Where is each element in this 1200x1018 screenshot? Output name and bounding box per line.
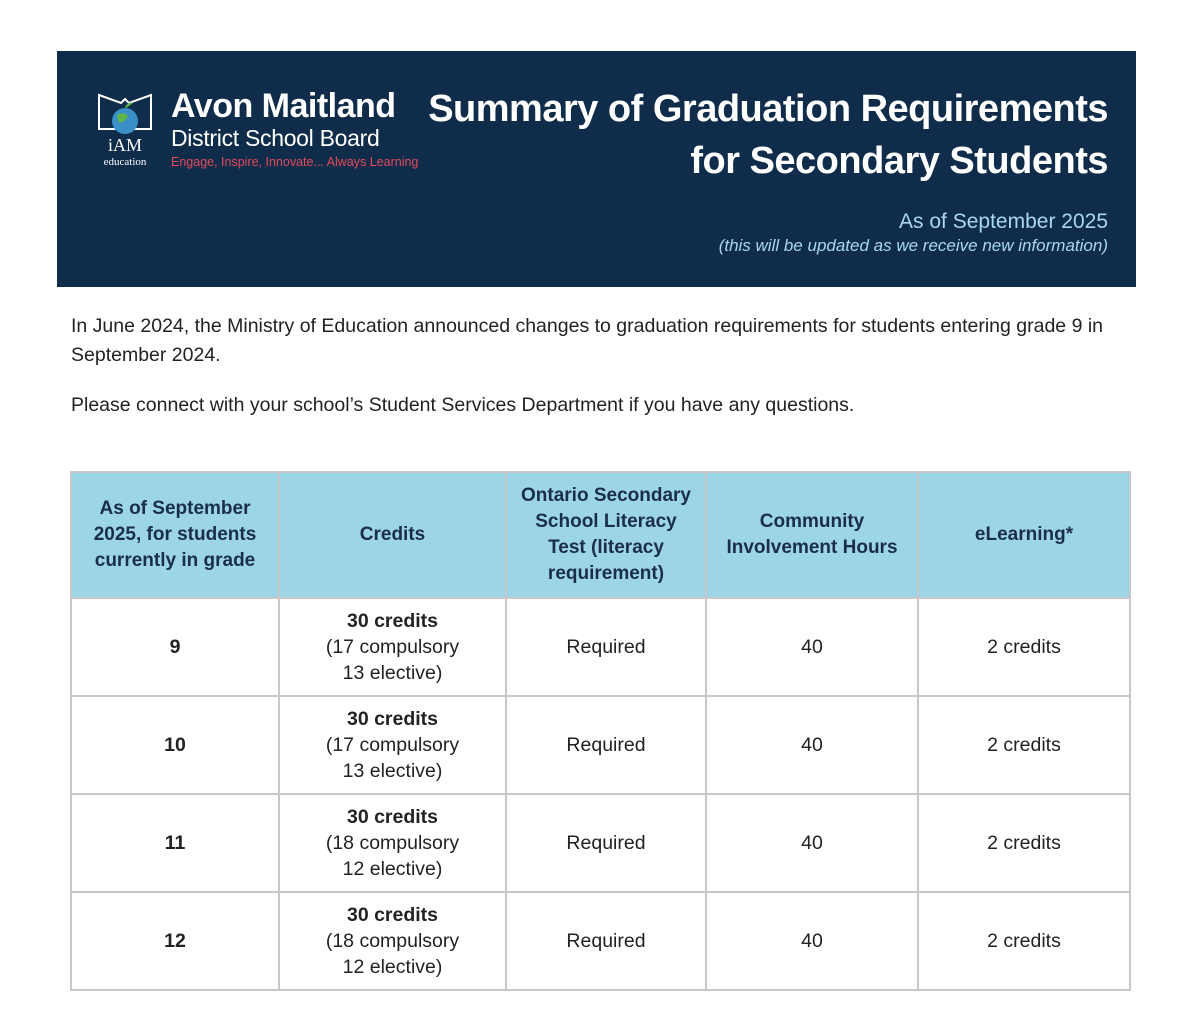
credits-elective: 12 elective) xyxy=(342,858,443,880)
hours-cell: 40 xyxy=(706,794,918,892)
header-grade: As of September 2025, for students currently in grade xyxy=(71,472,279,598)
elearning-cell: 2 credits xyxy=(918,598,1130,696)
credits-compulsory: (17 compulsory xyxy=(325,636,460,658)
update-note: (this will be updated as we receive new information) xyxy=(718,236,1108,255)
table-header-row xyxy=(71,472,1130,598)
credits-compulsory: (18 compulsory xyxy=(325,930,460,952)
credits-cell xyxy=(279,892,506,990)
elearning-cell: 2 credits xyxy=(918,794,1130,892)
table-row xyxy=(71,598,1130,696)
hours-cell: 40 xyxy=(706,696,918,794)
credits-cell xyxy=(279,794,506,892)
board-name-line1: Avon Maitland xyxy=(171,87,396,125)
elearning-cell: 2 credits xyxy=(918,892,1130,990)
credits-elective: 13 elective) xyxy=(342,760,443,782)
credits-cell xyxy=(279,598,506,696)
board-name-line2: District School Board xyxy=(171,125,380,151)
credits-cell xyxy=(279,696,506,794)
elearning-cell: 2 credits xyxy=(918,696,1130,794)
table-row xyxy=(71,892,1130,990)
literacy-cell: Required xyxy=(506,598,706,696)
board-logo-icon xyxy=(95,89,155,169)
table-row xyxy=(71,794,1130,892)
grade-cell: 10 xyxy=(71,696,279,794)
intro-text xyxy=(71,312,1131,420)
credits-elective: 12 elective) xyxy=(342,956,443,978)
grade-cell: 9 xyxy=(71,598,279,696)
requirements-table xyxy=(70,471,1131,991)
credits-compulsory: (18 compulsory xyxy=(325,832,460,854)
intro-paragraph-2: Please connect with your school’s Student Services Department if you have any questions. xyxy=(71,394,855,416)
header-banner xyxy=(57,51,1136,287)
credits-elective: 13 elective) xyxy=(342,662,443,684)
page-title-line2: for Secondary Students xyxy=(690,140,1108,182)
hours-cell: 40 xyxy=(706,892,918,990)
header-community-hours: Community Involvement Hours xyxy=(706,472,918,598)
credits-total: 30 credits xyxy=(346,904,439,926)
header-literacy: Ontario Secondary School Literacy Test (literacy requirement) xyxy=(506,472,706,598)
svg-text:iAM: iAM xyxy=(107,135,143,155)
header-credits: Credits xyxy=(279,472,506,598)
page-title-line1: Summary of Graduation Requirements xyxy=(428,88,1108,130)
grade-cell: 12 xyxy=(71,892,279,990)
header-elearning: eLearning* xyxy=(918,472,1130,598)
page-title xyxy=(428,83,1108,187)
as-of-date: As of September 2025 xyxy=(899,210,1108,233)
intro-paragraph-1: In June 2024, the Ministry of Education announced changes to graduation requirements for students entering grade 9 in September 2024. xyxy=(71,315,1104,366)
credits-total: 30 credits xyxy=(346,806,439,828)
credits-total: 30 credits xyxy=(346,708,439,730)
literacy-cell: Required xyxy=(506,892,706,990)
credits-compulsory: (17 compulsory xyxy=(325,734,460,756)
literacy-cell: Required xyxy=(506,794,706,892)
grade-cell: 11 xyxy=(71,794,279,892)
hours-cell: 40 xyxy=(706,598,918,696)
svg-text:education: education xyxy=(103,156,147,168)
credits-total: 30 credits xyxy=(346,610,439,632)
board-name xyxy=(171,87,418,171)
board-tagline: Engage, Inspire, Innovate... Always Learning xyxy=(171,155,419,169)
table-row xyxy=(71,696,1130,794)
literacy-cell: Required xyxy=(506,696,706,794)
